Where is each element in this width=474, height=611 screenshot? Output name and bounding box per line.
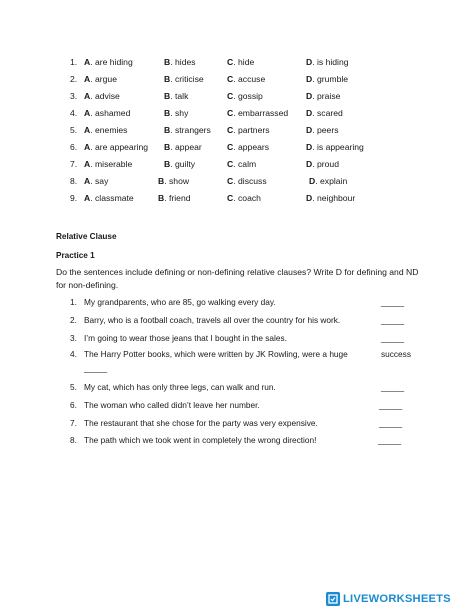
option-letter: B (164, 142, 171, 152)
option-separator: . (90, 142, 95, 152)
option-separator: . (170, 91, 175, 101)
option-separator: . (90, 74, 95, 84)
option-letter: A (84, 125, 91, 135)
mc-option-c[interactable] (227, 123, 270, 137)
option-letter: D (306, 125, 313, 135)
option-separator: . (90, 91, 95, 101)
question-text: I’m going to wear those jeans that I bought in the sales. (84, 333, 287, 343)
option-text: peers (317, 125, 339, 135)
option-separator: . (90, 108, 95, 118)
mc-option-d[interactable] (306, 140, 364, 154)
option-letter: B (164, 159, 171, 169)
option-letter: B (164, 57, 171, 67)
mc-option-c[interactable] (227, 191, 261, 205)
option-separator: . (312, 74, 317, 84)
question-row (0, 417, 474, 431)
option-letter: A (84, 91, 91, 101)
option-separator: . (312, 125, 317, 135)
option-letter: B (164, 91, 171, 101)
section-title: Relative Clause (56, 232, 117, 241)
mc-option-d[interactable] (306, 191, 355, 205)
mc-option-b[interactable] (164, 89, 188, 103)
question-number: 6. (70, 400, 77, 410)
mc-option-d[interactable] (306, 89, 340, 103)
question-row (0, 399, 474, 413)
option-separator: . (90, 159, 95, 169)
option-text: explain (320, 176, 348, 186)
answer-blank[interactable]: _____ (381, 382, 405, 392)
option-text: accuse (238, 74, 266, 84)
option-separator: . (233, 57, 238, 67)
option-letter: A (84, 57, 91, 67)
option-text: appear (175, 142, 202, 152)
mc-question-row (0, 72, 474, 86)
option-text: calm (238, 159, 257, 169)
mc-option-a[interactable] (84, 55, 133, 69)
option-separator: . (233, 193, 238, 203)
option-text: embarrassed (238, 108, 289, 118)
option-letter: C (227, 91, 234, 101)
mc-option-d[interactable] (306, 123, 339, 137)
mc-question-row (0, 140, 474, 154)
option-text: is appearing (317, 142, 364, 152)
instructions: Do the sentences include defining or non-defining relative clauses? Write D for defining and ND for non-defining. (56, 267, 419, 290)
option-text: praise (317, 91, 341, 101)
question-number: 8. (70, 435, 77, 445)
mc-number: 6. (70, 142, 78, 152)
answer-blank[interactable]: _____ (84, 363, 108, 373)
option-text: are hiding (95, 57, 133, 67)
option-separator: . (233, 74, 238, 84)
option-letter: C (227, 125, 234, 135)
option-text: classmate (95, 193, 134, 203)
answer-blank[interactable]: _____ (379, 418, 403, 428)
option-separator: . (90, 176, 95, 186)
option-text: ashamed (95, 108, 131, 118)
option-letter: C (227, 74, 234, 84)
question-text: Barry, who is a football coach, travels all over the country for his work. (84, 315, 341, 325)
option-text: hide (238, 57, 255, 67)
option-text: say (95, 176, 109, 186)
option-separator: . (170, 142, 175, 152)
mc-option-c[interactable] (227, 140, 269, 154)
mc-number: 5. (70, 125, 78, 135)
question-row (0, 314, 474, 328)
mc-question-row (0, 191, 474, 205)
option-text: partners (238, 125, 270, 135)
question-row (0, 296, 474, 310)
option-text: talk (175, 91, 189, 101)
mc-question-row (0, 55, 474, 69)
option-separator: . (170, 57, 175, 67)
mc-option-b[interactable] (164, 157, 195, 171)
mc-option-a[interactable] (84, 72, 117, 86)
option-text: coach (238, 193, 261, 203)
option-letter: C (227, 159, 234, 169)
option-text: hides (175, 57, 196, 67)
option-letter: D (309, 176, 316, 186)
option-letter: D (306, 142, 313, 152)
mc-option-c[interactable] (227, 72, 265, 86)
question-text: My cat, which has only three legs, can walk and run. (84, 382, 276, 392)
question-row (0, 348, 474, 376)
option-text: neighbour (317, 193, 356, 203)
option-letter: A (84, 74, 91, 84)
option-letter: D (306, 108, 313, 118)
option-letter: B (158, 193, 165, 203)
option-separator: . (312, 57, 317, 67)
practice-title: Practice 1 (56, 251, 95, 260)
option-separator: . (90, 57, 95, 67)
question-number: 2. (70, 315, 77, 325)
option-separator: . (233, 125, 238, 135)
mc-option-b[interactable] (164, 72, 204, 86)
option-text: friend (169, 193, 191, 203)
option-letter: A (84, 193, 91, 203)
option-letter: D (306, 91, 313, 101)
question-text: The woman who called didn’t leave her number. (84, 400, 260, 410)
mc-option-b[interactable] (158, 191, 191, 205)
mc-option-d[interactable] (306, 106, 343, 120)
option-separator: . (90, 193, 95, 203)
option-separator: . (233, 91, 238, 101)
brand-name: LIVEWORKSHEETS (343, 593, 451, 605)
mc-question-row (0, 123, 474, 137)
option-text: are appearing (95, 142, 149, 152)
option-text: advise (95, 91, 120, 101)
mc-number: 1. (70, 57, 78, 67)
footer-brand (326, 590, 451, 608)
option-separator: . (170, 125, 175, 135)
mc-option-c[interactable] (227, 89, 263, 103)
option-text: strangers (175, 125, 211, 135)
option-separator: . (164, 176, 169, 186)
mc-option-d[interactable] (309, 174, 347, 188)
question-number: 3. (70, 333, 77, 343)
option-text: shy (175, 108, 189, 118)
question-text: The path which we took went in completely the wrong direction! (84, 435, 317, 445)
option-text: argue (95, 74, 117, 84)
option-letter: C (227, 142, 234, 152)
option-separator: . (233, 142, 238, 152)
mc-number: 4. (70, 108, 78, 118)
option-letter: C (227, 108, 234, 118)
option-text: guilty (175, 159, 196, 169)
option-letter: A (84, 176, 91, 186)
answer-blank[interactable]: _____ (381, 333, 405, 343)
question-number: 4. (70, 349, 77, 359)
mc-option-b[interactable] (158, 174, 189, 188)
mc-option-c[interactable] (227, 55, 254, 69)
option-letter: C (227, 193, 234, 203)
mc-option-c[interactable] (227, 157, 256, 171)
mc-option-a[interactable] (84, 106, 130, 120)
option-text: show (169, 176, 190, 186)
option-separator: . (315, 176, 320, 186)
mc-option-a[interactable] (84, 174, 108, 188)
mc-option-a[interactable] (84, 140, 148, 154)
mc-option-c[interactable] (227, 106, 288, 120)
mc-question-row (0, 89, 474, 103)
mc-option-a[interactable] (84, 157, 132, 171)
option-letter: A (84, 108, 91, 118)
option-text: proud (317, 159, 339, 169)
option-letter: B (164, 74, 171, 84)
option-text: appears (238, 142, 270, 152)
question-text-continued: success (381, 349, 411, 359)
option-letter: D (306, 193, 313, 203)
mc-number: 8. (70, 176, 78, 186)
question-row (0, 332, 474, 346)
mc-question-row (0, 106, 474, 120)
option-separator: . (170, 74, 175, 84)
option-letter: D (306, 159, 313, 169)
mc-option-d[interactable] (306, 157, 339, 171)
question-row (0, 434, 474, 448)
option-letter: C (227, 176, 234, 186)
option-separator: . (312, 91, 317, 101)
option-text: criticise (175, 74, 204, 84)
question-number: 1. (70, 297, 77, 307)
mc-option-b[interactable] (164, 140, 202, 154)
option-separator: . (170, 159, 175, 169)
question-number: 7. (70, 418, 77, 428)
option-letter: A (84, 142, 91, 152)
option-letter: C (227, 57, 234, 67)
option-letter: D (306, 57, 313, 67)
option-separator: . (312, 159, 317, 169)
option-text: scared (317, 108, 343, 118)
option-separator: . (312, 108, 317, 118)
option-letter: B (164, 108, 171, 118)
answer-blank[interactable]: _____ (378, 435, 402, 445)
option-letter: A (84, 159, 91, 169)
option-separator: . (170, 108, 175, 118)
answer-blank[interactable]: _____ (379, 400, 403, 410)
mc-option-b[interactable] (164, 123, 211, 137)
mc-option-a[interactable] (84, 191, 134, 205)
option-text: miserable (95, 159, 133, 169)
mc-number: 9. (70, 193, 78, 203)
question-row (0, 381, 474, 395)
mc-question-row (0, 174, 474, 188)
option-separator: . (233, 159, 238, 169)
option-separator: . (90, 125, 95, 135)
mc-option-d[interactable] (306, 72, 348, 86)
mc-question-row (0, 157, 474, 171)
option-separator: . (312, 142, 317, 152)
mc-option-b[interactable] (164, 55, 196, 69)
mc-number: 2. (70, 74, 78, 84)
liveworksheets-logo-icon (326, 592, 340, 606)
mc-number: 7. (70, 159, 78, 169)
option-text: grumble (317, 74, 349, 84)
question-text: My grandparents, who are 85, go walking every day. (84, 297, 276, 307)
mc-option-a[interactable] (84, 123, 127, 137)
option-letter: D (306, 74, 313, 84)
option-letter: B (164, 125, 171, 135)
mc-option-d[interactable] (306, 55, 349, 69)
question-text: The restaurant that she chose for the party was very expensive. (84, 418, 318, 428)
answer-blank[interactable]: _____ (381, 297, 405, 307)
option-text: gossip (238, 91, 263, 101)
option-text: is hiding (317, 57, 349, 67)
option-letter: B (158, 176, 165, 186)
option-separator: . (233, 108, 238, 118)
mc-option-a[interactable] (84, 89, 120, 103)
mc-option-c[interactable] (227, 174, 267, 188)
option-separator: . (233, 176, 238, 186)
question-text: The Harry Potter books, which were written by JK Rowling, were a huge (84, 349, 348, 359)
answer-blank[interactable]: _____ (381, 315, 405, 325)
question-number: 5. (70, 382, 77, 392)
option-separator: . (164, 193, 169, 203)
mc-option-b[interactable] (164, 106, 188, 120)
option-separator: . (312, 193, 317, 203)
option-text: enemies (95, 125, 128, 135)
mc-number: 3. (70, 91, 78, 101)
option-text: discuss (238, 176, 267, 186)
